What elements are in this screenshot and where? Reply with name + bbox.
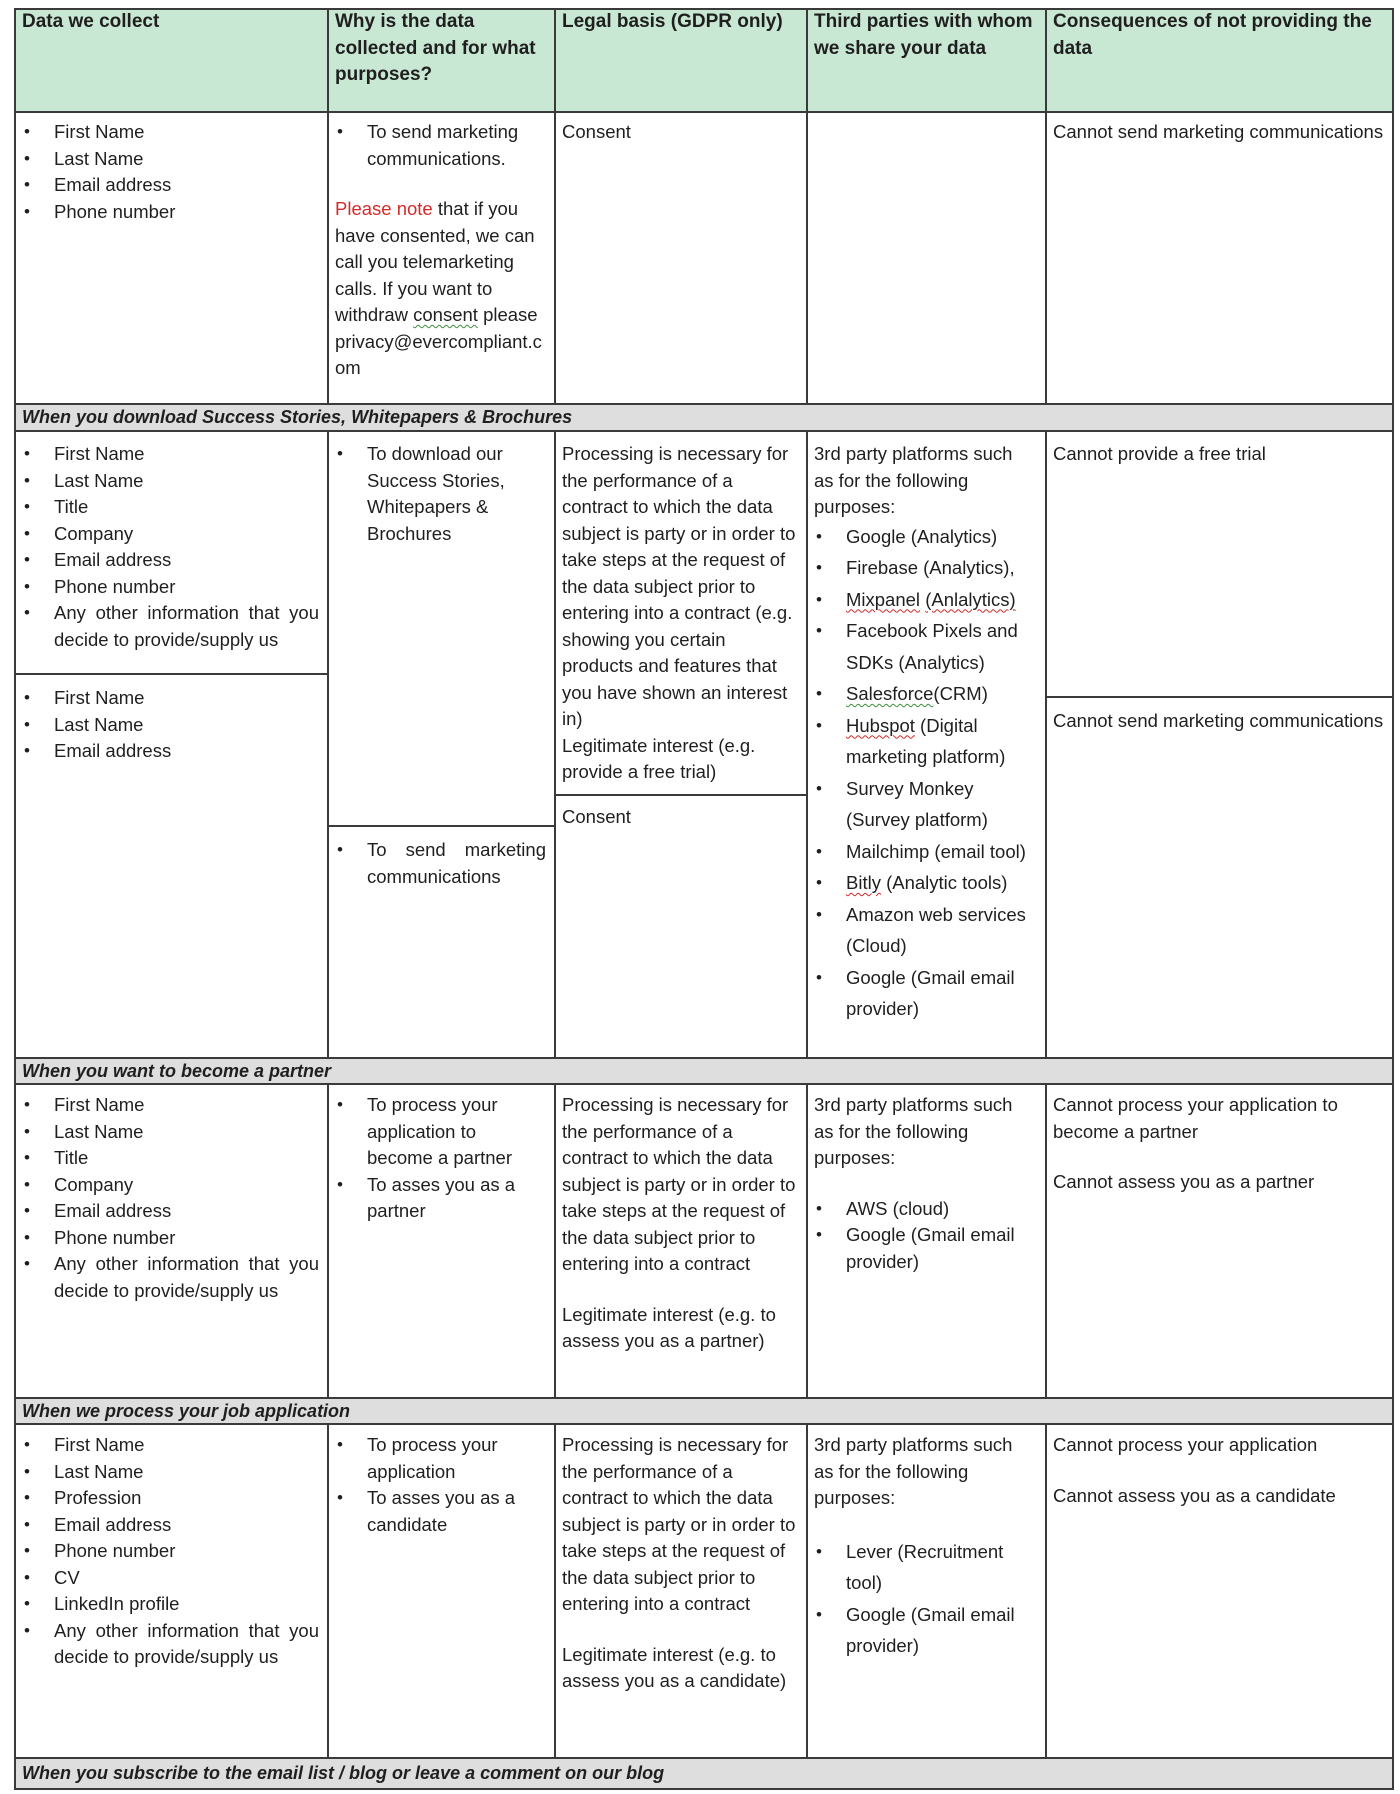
legal-text: Legitimate interest (e.g. to assess you as a candidate)	[562, 1643, 787, 1691]
marketing-consequence-cell: Cannot send marketing communications	[1053, 121, 1384, 142]
header-consequences: Consequences of not providing the data	[1053, 11, 1372, 59]
list-item	[814, 584, 1037, 616]
list-item: • Company	[22, 521, 319, 548]
list-item: • Email address	[22, 738, 319, 765]
table-line	[1045, 696, 1394, 698]
downloads-purpose-cell-b	[327, 837, 554, 890]
third-parties-intro: 3rd party platforms such as for the following purposes:	[814, 1094, 1013, 1168]
consequence-text: Cannot process your application to become a partner	[1053, 1094, 1338, 1142]
mixpanel-name: Mixpanel	[846, 588, 921, 610]
section-title-email-list: When you subscribe to the email list / blog or leave a comment on our blog	[22, 1763, 665, 1783]
list-item: • Google (Gmail email provider)	[814, 1599, 1037, 1662]
section-title-partner: When you want to become a partner	[22, 1061, 332, 1081]
downloads-third-parties-cell	[806, 441, 1045, 1025]
downloads-legal-cell-a	[554, 441, 806, 786]
list-item: • Profession	[22, 1485, 319, 1512]
table-line	[14, 673, 327, 675]
salesforce-purpose: (CRM)	[933, 683, 988, 704]
consequence-text: Cannot assess you as a partner	[1053, 1171, 1315, 1192]
list-item: • Last Name	[22, 146, 319, 173]
table-line	[14, 1397, 1394, 1399]
list-item: • Google (Gmail email provider)	[814, 962, 1037, 1025]
salesforce-name: Salesforce	[846, 683, 934, 704]
list-item: • LinkedIn profile	[22, 1591, 319, 1618]
bitly-purpose: (Analytic tools)	[880, 872, 1008, 893]
consequence-text: Cannot assess you as a candidate	[1053, 1484, 1336, 1506]
hubspot-purpose: (Digital marketing platform)	[846, 714, 1006, 767]
bitly-name: Bitly	[846, 872, 881, 893]
consequence-text: Cannot process your application	[1053, 1434, 1318, 1455]
list-item: • First Name	[22, 441, 319, 468]
partner-data-cell	[14, 1092, 327, 1304]
job-purpose-cell	[327, 1432, 554, 1538]
list-item: • To send marketing communications	[335, 837, 546, 890]
list-item	[814, 867, 1037, 899]
list-item: • To asses you as a partner	[335, 1172, 546, 1225]
list-item: • Last Name	[22, 468, 319, 495]
table-line	[14, 1423, 1394, 1425]
downloads-data-cell-a	[14, 441, 327, 653]
mixpanel-purpose: (Anlalytics)	[925, 588, 1016, 610]
header-data-we-collect: Data we collect	[22, 11, 160, 32]
table-line	[14, 111, 1394, 113]
legal-text: Processing is necessary for the performance of a contract to which the data subject is party or in order to take steps at the request of the data subject prior to entering into a contract	[562, 1434, 796, 1614]
table-line	[14, 430, 1394, 432]
please-note-label: Please note	[335, 198, 433, 219]
table-line	[1392, 8, 1394, 1790]
list-item	[814, 678, 1037, 710]
consent-word: consent	[413, 304, 478, 325]
list-item: • Email address	[22, 172, 319, 199]
table-line	[14, 1757, 1394, 1759]
list-item: • Google (Gmail email provider)	[814, 1222, 1037, 1275]
list-item: • Title	[22, 1145, 319, 1172]
list-item: • Survey Monkey (Survey platform)	[814, 773, 1037, 836]
table-line	[14, 1083, 1394, 1085]
job-legal-cell	[554, 1432, 806, 1695]
list-item: • First Name	[22, 1432, 319, 1459]
list-item: • First Name	[22, 685, 319, 712]
legal-text: Processing is necessary for the performance of a contract to which the data subject is party or in order to take steps at the request of the data subject prior to entering into a contract (e.g. showing you certain products and features that you have shown an interest in)	[562, 443, 796, 729]
legal-text: Legitimate interest (e.g. provide a free trial)	[562, 734, 756, 782]
list-item: • Last Name	[22, 1459, 319, 1486]
list-item: • Company	[22, 1172, 319, 1199]
hubspot-name: Hubspot	[846, 714, 915, 736]
marketing-note	[335, 196, 546, 382]
list-item: • Phone number	[22, 199, 319, 226]
list-item: • Email address	[22, 1512, 319, 1539]
list-item: • Lever (Recruitment tool)	[814, 1536, 1037, 1599]
note-please: please	[477, 304, 538, 325]
marketing-legal-cell: Consent	[562, 121, 631, 142]
partner-purpose-cell	[327, 1092, 554, 1225]
legal-text: Processing is necessary for the performance of a contract to which the data subject is party or in order to take steps at the request of the data subject prior to entering into a contract	[562, 1094, 796, 1274]
partner-legal-cell	[554, 1092, 806, 1355]
list-item: • To process your application to become a partner	[335, 1092, 546, 1172]
list-item: • To asses you as a candidate	[335, 1485, 546, 1538]
table-line	[14, 403, 1394, 405]
partner-third-parties-cell	[806, 1092, 1045, 1275]
header-third-parties: Third parties with whom we share your data	[814, 11, 1033, 59]
list-item: • To send marketing communications.	[335, 119, 546, 172]
section-title-downloads: When you download Success Stories, Whitepapers & Brochures	[22, 407, 573, 427]
list-item: • AWS (cloud)	[814, 1196, 1037, 1223]
downloads-legal-cell-b: Consent	[562, 806, 631, 827]
table-line	[327, 825, 554, 827]
list-item: • Title	[22, 494, 319, 521]
job-third-parties-cell	[806, 1432, 1045, 1662]
third-parties-intro: 3rd party platforms such as for the following purposes:	[814, 443, 1013, 517]
table-line	[554, 8, 556, 403]
list-item: • Facebook Pixels and SDKs (Analytics)	[814, 615, 1037, 678]
list-item: • Phone number	[22, 1538, 319, 1565]
downloads-consequence-cell-b: Cannot send marketing communications	[1053, 710, 1384, 731]
marketing-data-cell	[14, 119, 327, 225]
note-text: that if you have consented, we can call you telemarketing calls. If you want to withdraw	[335, 198, 535, 325]
list-item: • Any other information that you decide to provide/supply us	[22, 1251, 319, 1304]
downloads-data-cell-b	[14, 685, 327, 765]
header-legal-basis: Legal basis (GDPR only)	[562, 11, 783, 32]
table-line	[1045, 430, 1047, 1057]
list-item: • Any other information that you decide to provide/supply us	[22, 1618, 319, 1671]
list-item: • CV	[22, 1565, 319, 1592]
list-item: • Email address	[22, 1198, 319, 1225]
list-item: • First Name	[22, 119, 319, 146]
list-item: • Last Name	[22, 1119, 319, 1146]
list-item: • Firebase (Analytics),	[814, 552, 1037, 584]
list-item: • First Name	[22, 1092, 319, 1119]
list-item	[814, 710, 1037, 773]
job-data-cell	[14, 1432, 327, 1671]
job-consequence-cell	[1045, 1432, 1394, 1509]
privacy-email: privacy@evercompliant.com	[335, 330, 542, 378]
section-title-job: When we process your job application	[22, 1401, 351, 1421]
downloads-consequence-cell-a: Cannot provide a free trial	[1053, 443, 1266, 464]
list-item: • Mailchimp (email tool)	[814, 836, 1037, 868]
table-line	[806, 8, 808, 403]
list-item: • Google (Analytics)	[814, 521, 1037, 553]
list-item: • Phone number	[22, 1225, 319, 1252]
third-parties-intro: 3rd party platforms such as for the following purposes:	[814, 1434, 1013, 1508]
header-purposes: Why is the data collected and for what purposes?	[335, 11, 536, 85]
table-line	[14, 1788, 1394, 1790]
list-item: • Phone number	[22, 574, 319, 601]
marketing-purpose-cell	[327, 119, 554, 382]
downloads-purpose-cell-a	[327, 441, 554, 547]
legal-text: Legitimate interest (e.g. to assess you as a partner)	[562, 1303, 776, 1351]
partner-consequence-cell	[1045, 1092, 1394, 1196]
list-item: • To download our Success Stories, Whitepapers & Brochures	[335, 441, 546, 547]
list-item: • Email address	[22, 547, 319, 574]
list-item: • Any other information that you decide to provide/supply us	[22, 600, 319, 653]
table-line	[554, 794, 806, 796]
table-line	[1045, 8, 1047, 403]
list-item: • To process your application	[335, 1432, 546, 1485]
privacy-data-table	[14, 8, 1394, 1790]
list-item: • Last Name	[22, 712, 319, 739]
table-line	[14, 1057, 1394, 1059]
list-item: • Amazon web services (Cloud)	[814, 899, 1037, 962]
